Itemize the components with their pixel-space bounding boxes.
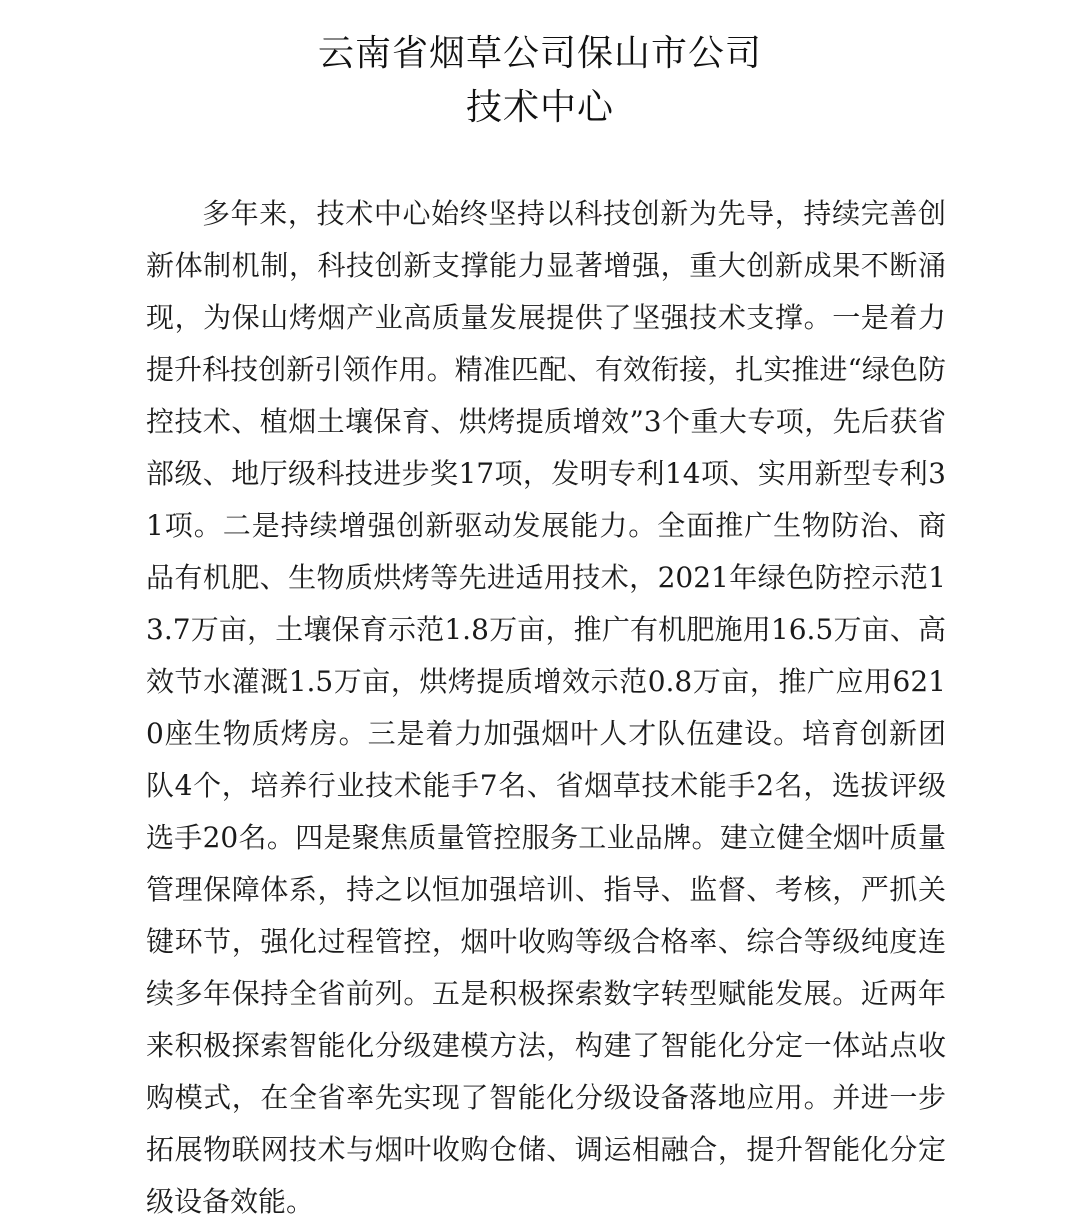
document-title-organization: 云南省烟草公司保山市公司 — [317, 33, 762, 74]
document-title-department: 技术中心 — [465, 87, 614, 128]
document-body-paragraph: 多年来，技术中心始终坚持以科技创新为先导，持续完善创新体制机制，科技创新支撑能力显著增强，重大创新成果不断涌现，为保山烤烟产业高质量发展提供了坚强技术支撑。一是着力提升科技创新引领作用。精准匹配、有效衔接，扎实推进“绿色防控技术、植烟土壤保育、烘烤提质增效”3个重大专项，先后获省部级、地厅级科技进步奖17项，发明专利14项、实用新型专利31项。二是持续增强创新驱动发展能力。全面推广生物防治、商品有机肥、生物质烘烤等先进适用技术，2021年绿色防控示范13.7万亩，土壤保育示范1.8万亩，推广有机肥施用16.5万亩、高效节水灌溉1.5万亩，烘烤提质增效示范0.8万亩，推广应用6210座生物质烤房。三是着力加强烟叶人才队伍建设。培育创新团队4个，培养行业技术能手7名、省烟草技术能手2名，选拔评级选手20名。四是聚焦质量管控服务工业品牌。建立健全烟叶质量管理保障体系，持之以恒加强培训、指导、监督、考核，严抓关键环节，强化过程管控，烟叶收购等级合格率、综合等级纯度连续多年保持全省前列。五是积极探索数字转型赋能发展。近两年来积极探索智能化分级建模方法，构建了智能化分定一体站点收购模式，在全省率先实现了智能化分级设备落地应用。并进一步拓展物联网技术与烟叶收购仓储、调运相融合，提升智能化分定级设备效能。 — [146, 197, 946, 1218]
